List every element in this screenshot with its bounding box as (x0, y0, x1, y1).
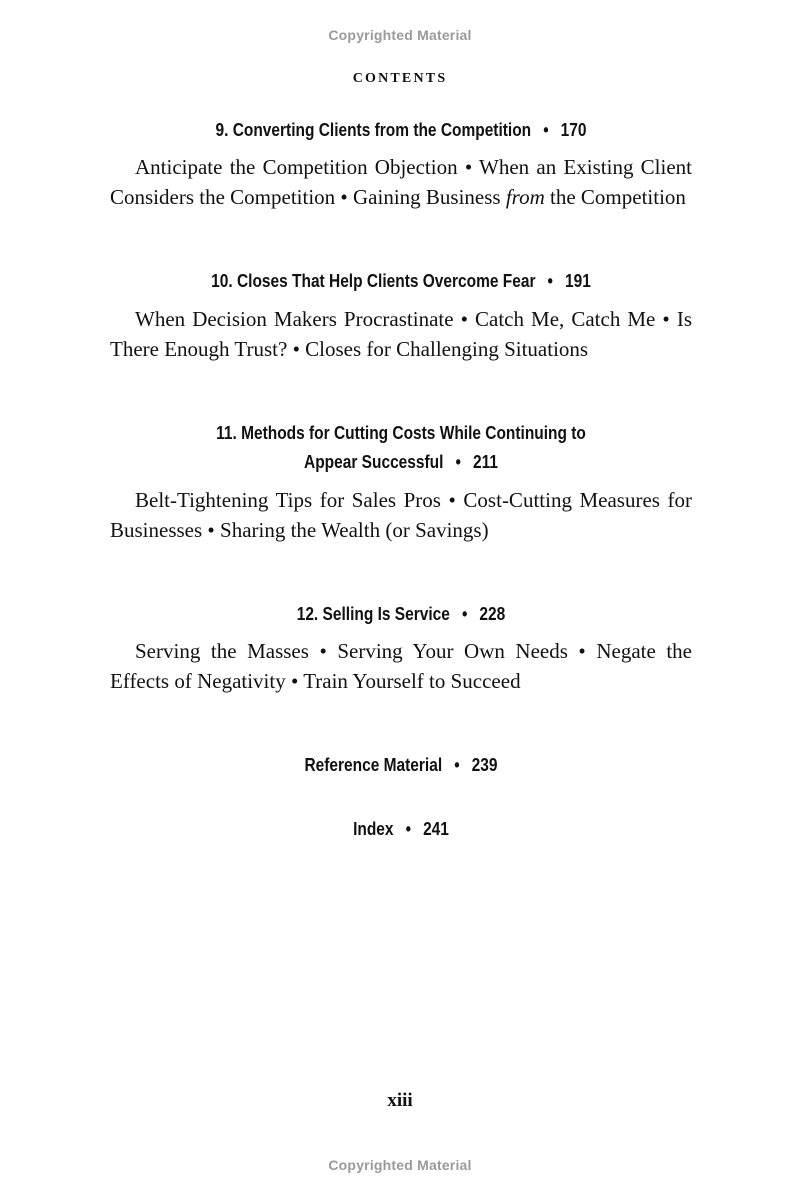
copyright-watermark-bottom: Copyrighted Material (328, 1157, 472, 1173)
chapter-summary-10: When Decision Makers Procrastinate • Catch Me, Catch Me • Is There Enough Trust? • Closes for Challenging Situations (110, 307, 692, 361)
chapter-page: 211 (472, 452, 498, 472)
running-head: CONTENTS (352, 71, 448, 86)
chapter-title-line-2: Appear Successful (304, 452, 444, 472)
summary-emphasis: from (505, 184, 545, 209)
reference-material-heading (151, 751, 652, 780)
chapter-number: 9. (215, 120, 229, 140)
chapter-number: 11. (216, 423, 237, 443)
chapter-page: 170 (560, 120, 587, 140)
index-heading (151, 815, 652, 844)
chapter-summary-12: Serving the Masses • Serving Your Own Needs • Negate the Effects of Negativity • Train Yourself to Succeed (110, 639, 692, 693)
bullet-separator: • (461, 604, 468, 624)
chapter-heading-line-1 (151, 419, 652, 448)
page-folio: xiii (387, 1090, 413, 1111)
chapter-title: Converting Clients from the Competition (232, 120, 532, 140)
chapter-heading-12 (151, 600, 652, 629)
summary-text: Anticipate the Competition Objection • When an Existing Client Considers the Competition • Gaining Business (110, 155, 692, 209)
chapter-summary-11: Belt-Tightening Tips for Sales Pros • Cost-Cutting Measures for Businesses • Sharing the Wealth (or Savings) (110, 488, 692, 542)
chapter-summary-9 (110, 153, 692, 212)
chapter-page: 191 (565, 271, 591, 291)
bullet-separator: • (543, 120, 549, 140)
section-page: 239 (471, 755, 498, 775)
copyright-watermark-top: Copyrighted Material (328, 27, 472, 43)
summary-text-end: the Competition (544, 184, 686, 209)
chapter-heading-10 (151, 267, 652, 296)
chapter-page: 228 (479, 604, 506, 624)
chapter-title: Selling Is Service (322, 604, 450, 624)
chapter-heading-line-2 (151, 448, 652, 477)
chapter-title-line-1: Methods for Cutting Costs While Continuing to (241, 423, 586, 443)
chapter-heading-9 (151, 116, 652, 145)
section-title: Reference Material (304, 755, 443, 775)
bullet-separator: • (455, 452, 461, 472)
bullet-separator: • (547, 271, 553, 291)
section-page: 241 (423, 819, 449, 839)
chapter-number: 12. (296, 604, 319, 624)
chapter-heading-11 (151, 419, 652, 477)
chapter-title: Closes That Help Clients Overcome Fear (236, 271, 536, 291)
bullet-separator: • (454, 755, 460, 775)
chapter-number: 10. (211, 271, 233, 291)
bullet-separator: • (405, 819, 412, 839)
section-title: Index (353, 819, 394, 839)
